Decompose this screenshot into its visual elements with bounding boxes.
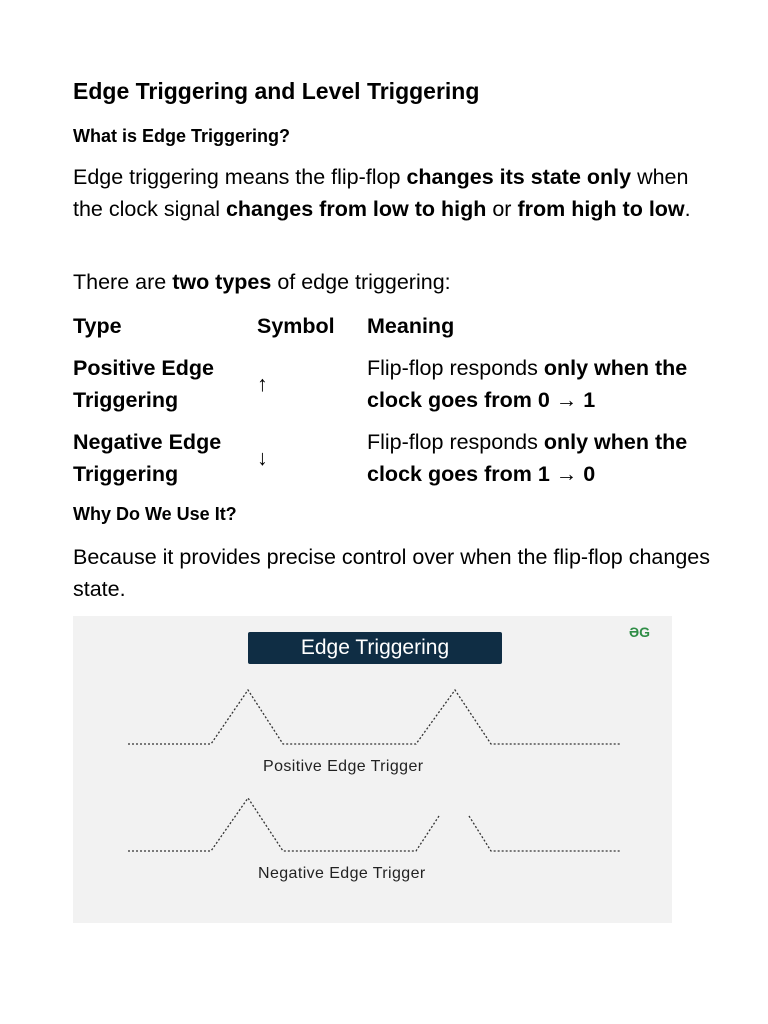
section-heading-why: Why Do We Use It? <box>73 504 237 524</box>
negative-edge-waveform <box>128 798 439 851</box>
header-type: Type <box>73 314 122 338</box>
positive-edge-waveform <box>128 690 621 744</box>
arrow-up-icon: ↑ <box>257 372 268 396</box>
row-meaning: Flip-flop responds only when the clock goes from 0 → 1 <box>367 356 688 412</box>
figure-title: Edge Triggering <box>248 632 502 664</box>
caption-negative-edge: Negative Edge Trigger <box>258 865 426 882</box>
row-meaning: Flip-flop responds only when the clock goes from 1 → 0 <box>367 430 688 486</box>
negative-edge-waveform-tail <box>469 816 621 851</box>
paragraph-definition: Edge triggering means the flip-flop changes its state only when the clock signal changes from low to high or from high to low. <box>73 165 691 221</box>
section-heading-what-is: What is Edge Triggering? <box>73 126 291 146</box>
caption-positive-edge: Positive Edge Trigger <box>263 758 424 775</box>
paragraph-why: Because it provides precise control over when the flip-flop changes state. <box>73 545 710 601</box>
page-title: Edge Triggering and Level Triggering <box>73 78 480 104</box>
header-meaning: Meaning <box>367 314 455 338</box>
row-type: Positive Edge Triggering <box>73 356 214 412</box>
edge-triggering-figure <box>73 616 672 923</box>
header-symbol: Symbol <box>257 314 335 338</box>
arrow-down-icon: ↓ <box>257 446 268 470</box>
paragraph-types-intro: There are two types of edge triggering: <box>73 270 451 294</box>
geeksforgeeks-logo: ƏG <box>629 624 651 640</box>
row-type: Negative Edge Triggering <box>73 430 222 486</box>
